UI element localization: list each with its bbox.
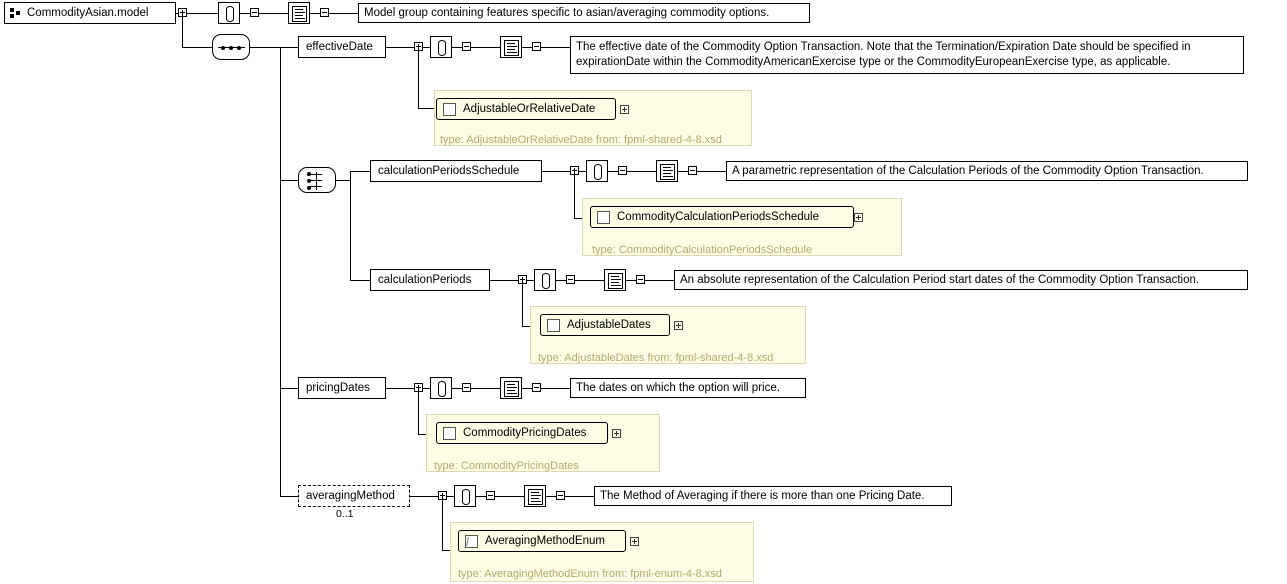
complex-type-icon xyxy=(547,319,560,332)
collapse-toggle[interactable] xyxy=(462,383,471,392)
expand-toggle-type[interactable] xyxy=(612,429,621,438)
connector xyxy=(240,13,250,14)
annotation-glyph xyxy=(604,269,626,291)
complex-type-icon xyxy=(597,211,610,224)
cardinality-glyph xyxy=(218,2,240,24)
collapse-toggle[interactable] xyxy=(636,275,645,284)
documentation-box: A parametric representation of the Calculation Periods of the Commodity Option Transaction. xyxy=(726,161,1248,181)
connector xyxy=(336,180,350,181)
connector xyxy=(187,13,218,14)
connector xyxy=(541,47,570,48)
type-label: AveragingMethodEnum xyxy=(485,535,605,547)
connector xyxy=(522,280,523,326)
connector xyxy=(575,280,604,281)
connector xyxy=(490,280,518,281)
connector xyxy=(522,388,532,389)
connector xyxy=(280,180,298,181)
type-source-label: type: AdjustableOrRelativeDate from: fpml-shared-4-8.xsd xyxy=(440,134,722,146)
type-label: AdjustableDates xyxy=(567,319,651,331)
element-label: averagingMethod xyxy=(306,490,395,502)
connector xyxy=(697,171,726,172)
connector xyxy=(259,13,288,14)
cylinder-icon xyxy=(226,6,234,22)
collapse-toggle[interactable] xyxy=(462,42,471,51)
cylinder-icon xyxy=(438,40,446,56)
documentation-box: The Method of Averaging if there is more than one Pricing Date. xyxy=(594,486,952,506)
annotation-icon xyxy=(660,164,675,180)
type-source-label: type: CommodityPricingDates xyxy=(434,460,579,472)
expand-toggle-type[interactable] xyxy=(674,321,683,330)
connector xyxy=(442,496,443,550)
model-group-node[interactable] xyxy=(4,2,176,24)
element-label: calculationPeriods xyxy=(378,274,472,286)
cardinality-glyph xyxy=(586,160,608,182)
element-label: pricingDates xyxy=(306,382,370,394)
connector xyxy=(280,496,298,497)
connector xyxy=(579,171,586,172)
connector xyxy=(310,13,320,14)
cylinder-icon xyxy=(438,381,446,397)
connector xyxy=(626,280,636,281)
annotation-icon xyxy=(504,381,519,397)
collapse-toggle[interactable] xyxy=(486,491,495,500)
connector xyxy=(418,434,426,435)
annotation-icon xyxy=(528,489,543,505)
type-label: AdjustableOrRelativeDate xyxy=(463,103,596,115)
type-node-CommodityPricingDates[interactable] xyxy=(436,422,608,444)
connector xyxy=(452,47,462,48)
element-pricingDates[interactable] xyxy=(298,377,386,399)
expand-toggle-type[interactable] xyxy=(620,105,629,114)
connector xyxy=(546,496,556,497)
connector xyxy=(522,326,530,327)
type-label: CommodityPricingDates xyxy=(463,427,587,439)
collapse-toggle[interactable] xyxy=(532,42,541,51)
connector xyxy=(423,388,430,389)
type-label: CommodityCalculationPeriodsSchedule xyxy=(617,211,819,223)
connector xyxy=(565,496,594,497)
connector xyxy=(350,171,372,172)
annotation-glyph xyxy=(288,2,310,24)
cardinality-glyph xyxy=(534,269,556,291)
collapse-toggle[interactable] xyxy=(532,383,541,392)
cardinality-glyph xyxy=(430,36,452,58)
connector xyxy=(329,13,358,14)
enumeration-type-icon xyxy=(465,535,478,548)
connector xyxy=(182,13,183,47)
documentation-box: The dates on which the option will price. xyxy=(570,378,806,398)
connector xyxy=(608,171,618,172)
element-calculationPeriods[interactable] xyxy=(370,269,490,291)
connector xyxy=(476,496,486,497)
collapse-toggle[interactable] xyxy=(556,491,565,500)
connector xyxy=(350,280,372,281)
type-source-label: type: AdjustableDates from: fpml-shared-4-8.xsd xyxy=(538,352,774,364)
element-calculationPeriodsSchedule[interactable] xyxy=(370,160,542,182)
connector xyxy=(386,388,416,389)
model-group-icon xyxy=(10,8,21,19)
connector xyxy=(250,47,298,48)
connector xyxy=(527,280,534,281)
collapse-toggle[interactable] xyxy=(688,166,697,175)
connector xyxy=(418,108,434,109)
collapse-toggle[interactable] xyxy=(250,8,259,17)
connector xyxy=(471,47,500,48)
connector xyxy=(410,496,438,497)
connector xyxy=(447,496,454,497)
type-node-AdjustableDates[interactable] xyxy=(540,314,670,336)
connector xyxy=(418,388,419,434)
element-effectiveDate[interactable] xyxy=(298,36,386,58)
connector xyxy=(574,171,575,218)
documentation-box: Model group containing features specific to asian/averaging commodity options. xyxy=(358,3,810,23)
connector xyxy=(418,47,419,108)
annotation-icon xyxy=(504,40,519,56)
model-group-label: CommodityAsian.model xyxy=(27,7,149,19)
annotation-icon xyxy=(292,6,307,22)
connector xyxy=(495,496,524,497)
expand-toggle-type[interactable] xyxy=(854,213,863,222)
expand-toggle-type[interactable] xyxy=(630,537,639,546)
cardinality-label: 0..1 xyxy=(336,508,354,520)
connector xyxy=(280,47,281,496)
connector xyxy=(442,550,450,551)
connector xyxy=(541,388,570,389)
connector xyxy=(678,171,688,172)
complex-type-icon xyxy=(443,103,456,116)
annotation-icon xyxy=(608,273,623,289)
cylinder-icon xyxy=(462,489,470,505)
connector xyxy=(542,171,572,172)
collapse-toggle[interactable] xyxy=(618,166,627,175)
connector xyxy=(627,171,656,172)
element-label: effectiveDate xyxy=(306,41,373,53)
type-node-CommodityCalculationPeriodsSchedule[interactable] xyxy=(590,206,854,228)
annotation-glyph xyxy=(524,485,546,507)
choice-compositor[interactable] xyxy=(298,167,336,193)
collapse-toggle[interactable] xyxy=(566,275,575,284)
type-node-AdjustableOrRelativeDate[interactable] xyxy=(436,98,616,120)
connector xyxy=(452,388,462,389)
element-averagingMethod[interactable] xyxy=(298,485,410,507)
connector xyxy=(556,280,566,281)
annotation-glyph xyxy=(656,160,678,182)
connector xyxy=(423,47,430,48)
connector xyxy=(386,47,416,48)
element-label: calculationPeriodsSchedule xyxy=(378,165,520,177)
connector xyxy=(522,47,532,48)
cardinality-glyph xyxy=(430,377,452,399)
collapse-toggle[interactable] xyxy=(320,8,329,17)
annotation-glyph xyxy=(500,377,522,399)
connector xyxy=(574,218,582,219)
cylinder-icon xyxy=(542,273,550,289)
connector xyxy=(182,47,212,48)
connector xyxy=(645,280,674,281)
annotation-glyph xyxy=(500,36,522,58)
connector xyxy=(280,388,298,389)
type-node-AveragingMethodEnum[interactable] xyxy=(458,530,626,552)
type-source-label: type: CommodityCalculationPeriodsSchedule xyxy=(592,244,813,256)
type-source-label: type: AveragingMethodEnum from: fpml-enum-4-8.xsd xyxy=(458,568,722,580)
cardinality-glyph xyxy=(454,485,476,507)
documentation-box: An absolute representation of the Calculation Period start dates of the Commodity Option Transaction. xyxy=(674,270,1248,290)
documentation-box: The effective date of the Commodity Option Transaction. Note that the Termination/Expiration Date should be specified in expirationDate within the CommodityAmericanExercise type or the CommodityEuropeanExercise type, as applicable. xyxy=(570,36,1244,74)
sequence-compositor[interactable] xyxy=(212,34,250,60)
connector xyxy=(350,171,351,280)
cylinder-icon xyxy=(594,164,602,180)
connector xyxy=(471,388,500,389)
complex-type-icon xyxy=(443,427,456,440)
